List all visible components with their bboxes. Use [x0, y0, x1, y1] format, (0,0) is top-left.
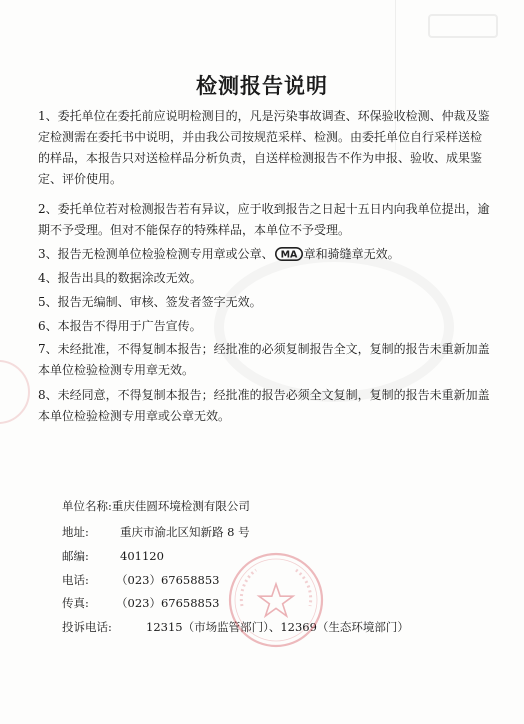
- postcode-value: 401120: [120, 549, 164, 563]
- complaint-value: 12315（市场监管部门）、12369（生态环境部门）: [146, 620, 409, 634]
- note-item-3-after: 章和骑缝章无效。: [303, 247, 400, 261]
- contact-unit-row: [62, 498, 250, 514]
- edge-seal-icon: [0, 360, 30, 424]
- complaint-label: 投诉电话:: [62, 620, 112, 634]
- note-item-6: 6、本报告不得用于广告宣传。: [38, 319, 202, 333]
- unit-label: 单位名称:: [62, 499, 112, 513]
- note-item-2: 2、委托单位若对检测报告若有异议，应于收到报告之日起十五日内向我单位提出，逾期不予受理。但对不能保存的特殊样品，本单位不予受理。: [38, 202, 490, 237]
- unit-value: 重庆佳圆环境检测有限公司: [111, 499, 250, 513]
- postcode-label: 邮编:: [62, 549, 89, 563]
- note-item-1: 1、委托单位在委托前应说明检测目的，凡是污染事故调查、环保验收检测、仲裁及鉴定检测需在委托书中说明，并由我公司按规范采样、检测。由委托单位自行采样送检的样品，本报告只对送检样品分析负责，自送样检测报告不作为申报、验收、成果鉴定、评价使用。: [38, 109, 490, 186]
- note-item-3-before: 3、报告无检测单位检验检测专用章或公章、: [38, 247, 274, 261]
- note-item-5: 5、报告无编制、审核、签发者签字无效。: [38, 295, 262, 309]
- contact-complaint-row: [62, 619, 409, 635]
- phone-label: 电话:: [62, 573, 89, 587]
- contact-phone-row: [62, 572, 220, 588]
- faint-logo-icon: [428, 14, 498, 38]
- company-seal-icon: [226, 550, 326, 650]
- address-label: 地址:: [62, 525, 89, 539]
- phone-value: （023）67658853: [116, 573, 220, 587]
- fax-value: （023）67658853: [116, 596, 220, 610]
- address-value: 重庆市渝北区知新路 8 号: [120, 525, 250, 539]
- fax-label: 传真:: [62, 596, 89, 610]
- note-item-7: 7、未经批准，不得复制本报告；经批准的必须复制报告全文，复制的报告未重新加盖本单位检验检测专用章无效。: [38, 342, 490, 377]
- contact-fax-row: [62, 595, 220, 611]
- contact-postcode-row: [62, 548, 164, 564]
- contact-address-row: [62, 524, 250, 540]
- page-title: 检测报告说明: [196, 73, 328, 98]
- cma-mark-icon: [275, 247, 303, 261]
- cma-mark-text: MA: [280, 249, 298, 261]
- note-item-4: 4、报告出具的数据涂改无效。: [38, 271, 202, 285]
- note-item-3: [38, 244, 490, 265]
- note-item-8: 8、未经同意，不得复制本报告；经批准的报告必须全文复制，复制的报告未重新加盖本单位检验检测专用章或公章无效。: [38, 388, 490, 423]
